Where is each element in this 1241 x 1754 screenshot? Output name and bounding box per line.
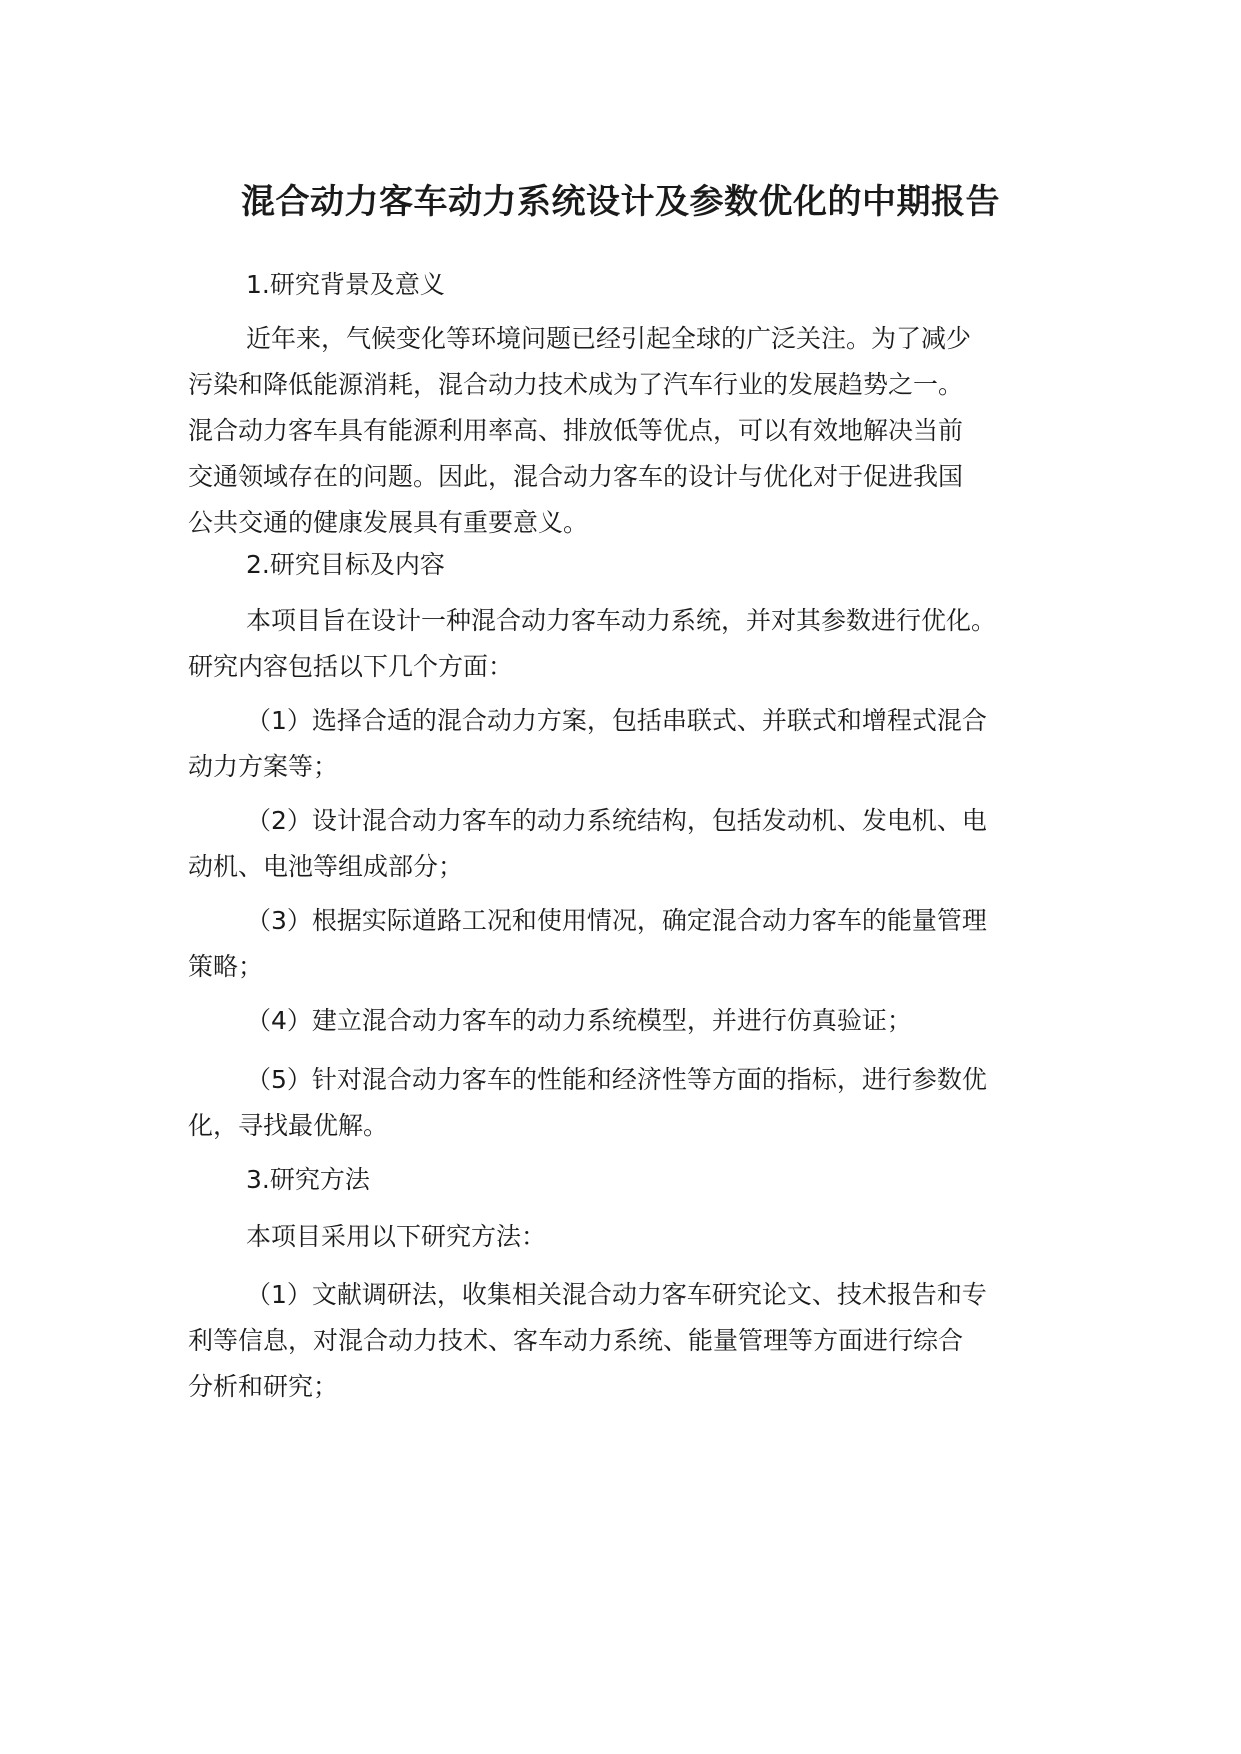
text-line: （5）针对混合动力客车的性能和经济性等方面的指标，进行参数优 [246,1065,987,1094]
paragraph-background [188,316,1058,546]
text-line: 本项目旨在设计一种混合动力客车动力系统，并对其参数进行优化。 [246,606,997,635]
text-line: （2）设计混合动力客车的动力系统结构，包括发动机、发电机、电 [246,806,987,835]
text-line: 策略； [188,952,264,981]
heading-background [188,262,1058,308]
text-line: 分析和研究； [188,1372,339,1401]
text-line: 3.研究方法 [246,1165,370,1194]
heading-methods [188,1157,1058,1203]
list-item-content-3 [188,898,1058,990]
text-line: 研究内容包括以下几个方面： [188,652,514,681]
list-item-content-1 [188,698,1058,790]
text-line: 2.研究目标及内容 [246,550,445,579]
text-line: 混合动力客车具有能源利用率高、排放低等优点，可以有效地解决当前 [188,416,964,445]
text-line: （1）选择合适的混合动力方案，包括串联式、并联式和增程式混合 [246,706,987,735]
text-line: 公共交通的健康发展具有重要意义。 [188,508,589,537]
document-title: 混合动力客车动力系统设计及参数优化的中期报告 [241,182,1000,222]
text-line: （1）文献调研法，收集相关混合动力客车研究论文、技术报告和专 [246,1280,987,1309]
heading-objectives [188,542,1058,588]
paragraph-objectives [188,598,1058,690]
paragraph-methods [188,1214,1058,1260]
list-item-method-1 [188,1272,1058,1410]
text-line: 1.研究背景及意义 [246,270,445,299]
text-line: 近年来，气候变化等环境问题已经引起全球的广泛关注。为了减少 [246,324,972,353]
list-item-content-2 [188,798,1058,890]
text-line: 利等信息，对混合动力技术、客车动力系统、能量管理等方面进行综合 [188,1326,964,1355]
text-line: 动机、电池等组成部分； [188,852,464,881]
text-line: 污染和降低能源消耗，混合动力技术成为了汽车行业的发展趋势之一。 [188,370,964,399]
text-line: 交通领域存在的问题。因此，混合动力客车的设计与优化对于促进我国 [188,462,964,491]
list-item-content-4 [188,998,1058,1044]
text-line: （4）建立混合动力客车的动力系统模型，并进行仿真验证； [246,1006,912,1035]
text-line: 本项目采用以下研究方法： [246,1222,547,1251]
text-line: （3）根据实际道路工况和使用情况，确定混合动力客车的能量管理 [246,906,987,935]
text-line: 动力方案等； [188,752,339,781]
text-line: 化，寻找最优解。 [188,1111,389,1140]
list-item-content-5 [188,1057,1058,1149]
